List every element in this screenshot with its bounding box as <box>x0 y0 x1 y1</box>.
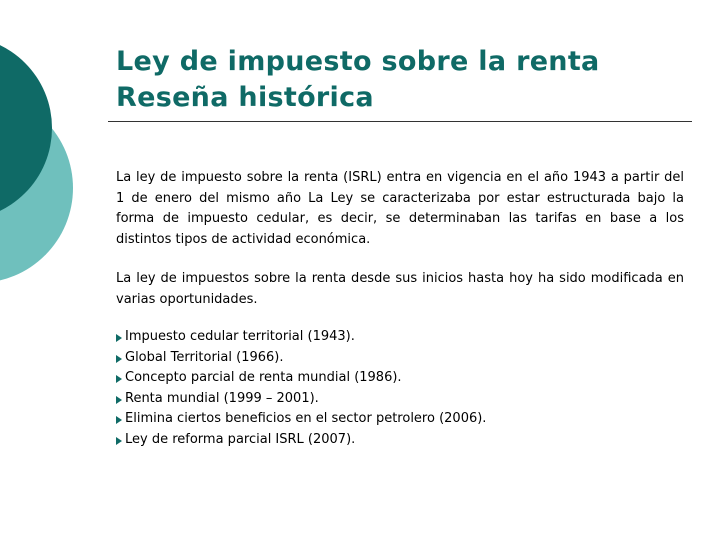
triangle-arrow-icon <box>116 396 122 404</box>
list-item <box>116 430 684 451</box>
modifications-paragraph: La ley de impuestos sobre la renta desde sus inicios hasta hoy ha sido modificada en varias oportunidades. <box>116 271 684 307</box>
slide-body <box>116 168 684 451</box>
list-item <box>116 409 684 430</box>
list-item <box>116 389 684 410</box>
list-item-text: Renta mundial (1999 – 2001). <box>125 390 319 406</box>
list-item <box>116 368 684 389</box>
triangle-arrow-icon <box>116 375 122 383</box>
list-item-text: Global Territorial (1966). <box>125 349 284 365</box>
reform-list <box>116 327 684 451</box>
list-item <box>116 327 684 348</box>
list-item <box>116 348 684 369</box>
title-line-2: Reseña histórica <box>116 82 374 113</box>
list-item-text: Elimina ciertos beneficios en el sector petrolero (2006). <box>125 411 487 427</box>
intro-paragraph: La ley de impuesto sobre la renta (ISRL) entra en vigencia en el año 1943 a partir del 1 de enero del mismo año La Ley se caracterizaba por estar estructurada bajo la forma de impuesto cedular, es decir, se determinaban las tarifas en base a los distintos tipos de actividad económica. <box>116 170 684 247</box>
title-line-1: Ley de impuesto sobre la renta <box>116 46 600 77</box>
triangle-arrow-icon <box>116 437 122 445</box>
triangle-arrow-icon <box>116 334 122 342</box>
slide-title <box>116 44 706 116</box>
list-item-text: Concepto parcial de renta mundial (1986). <box>125 370 402 386</box>
triangle-arrow-icon <box>116 416 122 424</box>
list-item-text: Ley de reforma parcial ISRL (2007). <box>125 431 356 447</box>
triangle-arrow-icon <box>116 355 122 363</box>
list-item-text: Impuesto cedular territorial (1943). <box>125 329 355 344</box>
title-divider <box>108 121 692 122</box>
teal-circles-decoration <box>0 0 120 330</box>
